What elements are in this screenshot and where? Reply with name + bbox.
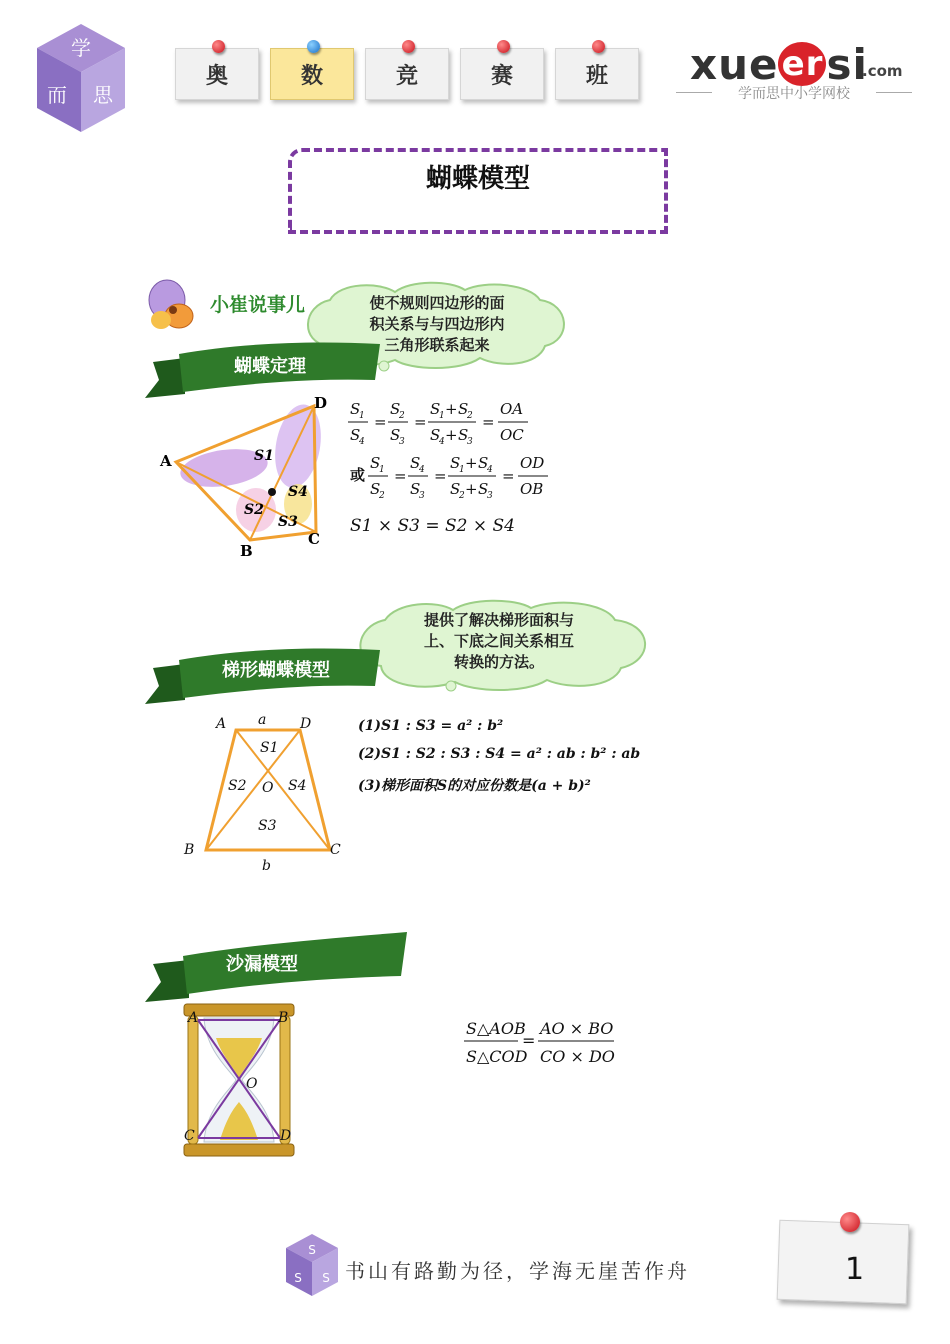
svg-text:+: +: [445, 426, 458, 444]
xueersi-logo[interactable]: [690, 40, 868, 89]
svg-text:S: S: [430, 426, 441, 444]
trap-point-C: C: [330, 842, 341, 858]
point-D: D: [314, 394, 328, 412]
svg-text:S: S: [450, 454, 461, 472]
svg-text:2: 2: [459, 491, 465, 501]
svg-text:S: S: [370, 480, 381, 498]
area-s4: S4: [288, 484, 308, 500]
pin-icon: [592, 40, 605, 53]
cube-char-xue: 学: [71, 36, 91, 60]
svg-text:=: =: [434, 467, 447, 485]
tab-ao-label: 奥: [205, 63, 228, 89]
svg-text:1: 1: [359, 411, 365, 421]
hg-den-left: S△COD: [466, 1047, 528, 1066]
logo-er: er: [778, 42, 826, 86]
hg-point-O: O: [246, 1076, 258, 1092]
trap-area-s1: S1: [260, 740, 279, 756]
trapezoid-diagram: [180, 710, 350, 876]
point-C: C: [308, 530, 320, 548]
trap-side-b: b: [262, 858, 271, 874]
trap-point-O: O: [262, 780, 274, 796]
intro-label: 小崔说事儿: [210, 294, 306, 316]
svg-text:OD: OD: [520, 454, 545, 472]
intro-cloud-line-2: 积关系与与四边形内: [369, 315, 505, 333]
svg-text:=: =: [394, 467, 407, 485]
logo-xue: xue: [690, 40, 779, 89]
pin-icon: [212, 40, 225, 53]
butterfly-product-formula: S1 × S3 = S2 × S4: [350, 516, 516, 536]
svg-text:4: 4: [487, 465, 493, 475]
trapezoid-formula-2: (2)S1 : S2 : S3 : S4 = a² : ab : b² : ab: [358, 746, 641, 762]
svg-text:1: 1: [459, 465, 465, 475]
butterfly-diagram: [158, 392, 338, 562]
svg-text:+: +: [445, 400, 458, 418]
svg-text:S: S: [478, 480, 489, 498]
trap-area-s4: S4: [288, 778, 307, 794]
svg-text:S: S: [294, 1271, 302, 1285]
svg-text:4: 4: [359, 437, 365, 447]
trapezoid-formula-3: (3)梯形面积S的对应份数是(a + b)²: [358, 778, 591, 794]
svg-text:S: S: [450, 480, 461, 498]
svg-text:+: +: [465, 454, 478, 472]
intro-cloud-line-3: 三角形联系起来: [384, 336, 490, 354]
trap-area-s2: S2: [228, 778, 247, 794]
trap-point-B: B: [184, 842, 195, 858]
trap-point-D: D: [300, 716, 312, 732]
svg-text:1: 1: [379, 465, 385, 475]
hg-num-left: S△AOB: [466, 1019, 526, 1038]
svg-text:2: 2: [399, 411, 405, 421]
trapezoid-formula-1: (1)S1 : S3 = a² : b²: [358, 718, 504, 734]
logo-suffix: .com: [862, 62, 903, 80]
tab-jing[interactable]: [365, 48, 449, 100]
trap-area-s3: S3: [258, 818, 277, 834]
area-s2: S2: [244, 502, 264, 518]
trapezoid-cloud-line-1: 提供了解决梯形面积与: [423, 611, 574, 629]
svg-text:S: S: [458, 426, 469, 444]
ribbon-label-hourglass: 沙漏模型: [226, 954, 298, 975]
svg-text:S: S: [370, 454, 381, 472]
svg-text:3: 3: [467, 437, 473, 447]
svg-text:S: S: [458, 400, 469, 418]
pin-icon: [402, 40, 415, 53]
area-s3: S3: [278, 514, 298, 530]
logo-si: si: [826, 40, 868, 89]
svg-text:=: =: [522, 1031, 536, 1050]
hourglass-diagram: [180, 1002, 300, 1162]
hourglass-formula: [462, 1014, 632, 1074]
svg-text:S: S: [390, 426, 401, 444]
svg-text:=: =: [414, 413, 427, 431]
svg-text:S: S: [410, 454, 421, 472]
school-cube-logo: [35, 22, 127, 134]
svg-text:OB: OB: [520, 480, 544, 498]
svg-text:S: S: [410, 480, 421, 498]
butterfly-flower-icon: [145, 276, 205, 338]
footer-cube-logo: [284, 1232, 340, 1298]
tab-jing-label: 竞: [395, 63, 418, 89]
page-number: 1: [845, 1252, 865, 1287]
trapezoid-cloud-line-2: 上、下底之间关系相互: [423, 632, 574, 650]
svg-text:3: 3: [487, 491, 493, 501]
svg-text:2: 2: [379, 491, 385, 501]
svg-text:3: 3: [419, 491, 425, 501]
svg-text:S: S: [308, 1243, 316, 1257]
hg-point-A: A: [188, 1010, 199, 1026]
hg-point-D: D: [280, 1128, 292, 1144]
svg-text:2: 2: [467, 411, 473, 421]
butterfly-formula: [344, 396, 564, 506]
point-B: B: [240, 542, 253, 560]
svg-text:+: +: [465, 480, 478, 498]
trapezoid-cloud-line-3: 转换的方法。: [453, 653, 544, 671]
cube-char-er: 而: [47, 83, 67, 107]
trap-point-A: A: [216, 716, 227, 732]
cube-char-si: 思: [93, 83, 113, 107]
svg-text:S: S: [430, 400, 441, 418]
logo-subtitle: 学而思中小学网校: [676, 83, 912, 103]
svg-text:S: S: [350, 400, 361, 418]
point-A: A: [160, 452, 172, 470]
formula-or: 或: [350, 466, 366, 484]
ribbon-label-butterfly: 蝴蝶定理: [234, 356, 306, 377]
svg-text:1: 1: [439, 411, 445, 421]
svg-text:=: =: [502, 467, 515, 485]
page-pin-icon: [840, 1212, 860, 1232]
page-title: 蝴蝶模型: [425, 164, 530, 194]
svg-text:S: S: [390, 400, 401, 418]
tab-ban[interactable]: [555, 48, 639, 100]
trap-side-a: a: [258, 712, 267, 728]
svg-text:=: =: [374, 413, 387, 431]
trapezoid-cloud-text: [384, 610, 614, 673]
tab-ban-label: 班: [585, 63, 608, 89]
hg-num-right: AO × BO: [540, 1019, 614, 1038]
pin-icon: [497, 40, 510, 53]
svg-text:OA: OA: [500, 400, 524, 418]
svg-text:S: S: [322, 1271, 330, 1285]
ribbon-label-trapezoid: 梯形蝴蝶模型: [222, 660, 330, 681]
area-s1: S1: [254, 448, 274, 464]
footer-motto: 书山有路勤为径，学海无崖苦作舟: [345, 1259, 690, 1283]
svg-text:3: 3: [399, 437, 405, 447]
svg-text:S: S: [350, 426, 361, 444]
hg-den-right: CO × DO: [540, 1047, 615, 1066]
hg-point-C: C: [184, 1128, 195, 1144]
pin-icon: [307, 40, 320, 53]
tab-sai-label: 赛: [490, 63, 513, 89]
tab-shu-label: 数: [300, 63, 323, 89]
intro-cloud-line-1: 使不规则四边形的面: [369, 294, 505, 312]
svg-text:4: 4: [439, 437, 445, 447]
svg-text:4: 4: [419, 465, 425, 475]
hg-point-B: B: [278, 1010, 289, 1026]
tab-ao[interactable]: [175, 48, 259, 100]
tab-sai[interactable]: [460, 48, 544, 100]
svg-text:=: =: [482, 413, 495, 431]
page-number-card: [777, 1220, 910, 1304]
svg-text:S: S: [478, 454, 489, 472]
tab-shu[interactable]: [270, 48, 354, 100]
svg-text:OC: OC: [500, 426, 524, 444]
